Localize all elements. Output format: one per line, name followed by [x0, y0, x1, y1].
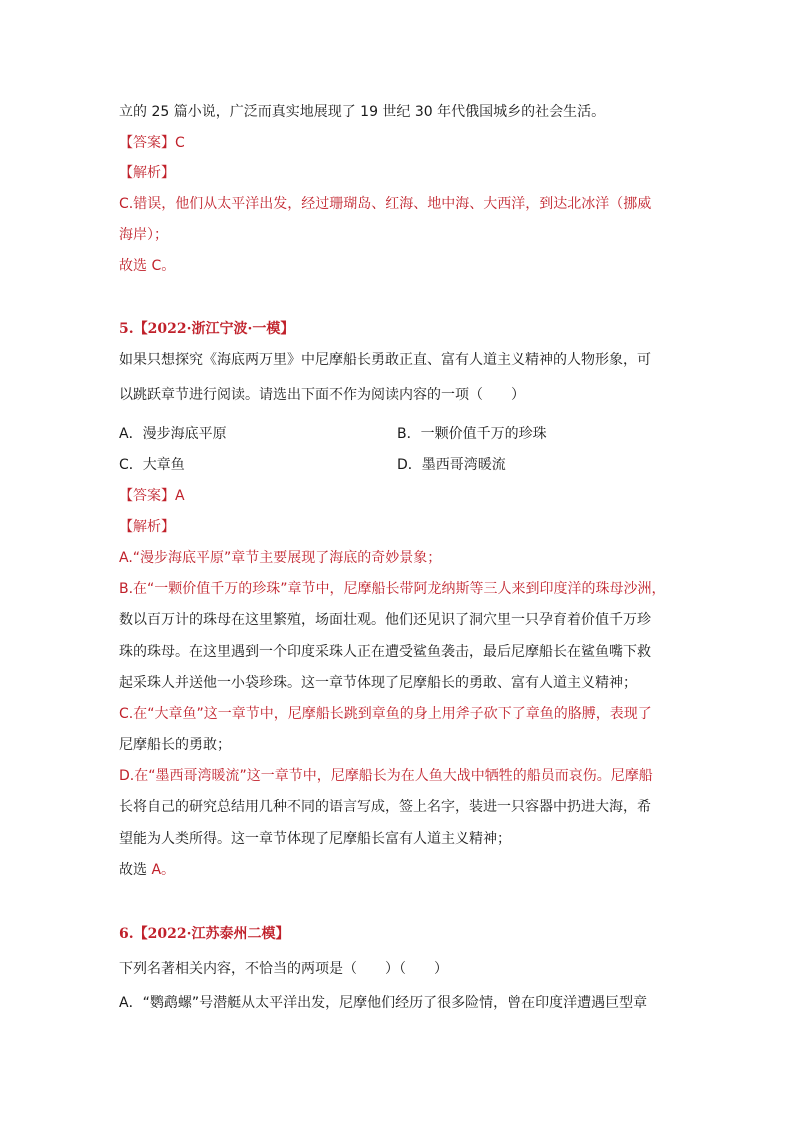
passage-text: 立的 25 篇小说，广泛而真实地展现了 19 世纪 30 年代俄国城乡的社会生活。: [119, 104, 606, 120]
analysis-text: C.在“大章鱼”这一章节中，尼摩船长跳到章鱼的身上用斧子砍下了章鱼的胳膊，表现了: [119, 706, 652, 722]
option-a: A．漫步海底平原: [119, 426, 227, 442]
conclusion-prefix: 故选: [119, 862, 152, 878]
conclusion-value: A。: [151, 862, 176, 878]
analysis-text: 尼摩船长的勇敢；: [119, 737, 231, 753]
analysis-text: A.“漫步海底平原”章节主要展现了海底的奇妙景象；: [119, 550, 442, 566]
analysis-text: 海岸）；: [119, 227, 168, 243]
answer-line: [119, 486, 185, 506]
answer-value: A: [175, 488, 185, 504]
analysis-text: D.在“墨西哥湾暖流”这一章节中，尼摩船长为在人鱼大战中牺牲的船员而哀伤。尼摩船: [119, 768, 653, 784]
conclusion-text: 故选 C。: [119, 258, 176, 274]
option-c: C．大章鱼: [119, 457, 185, 473]
answer-value: C: [175, 135, 185, 151]
analysis-text: 起采珠人并送他一小袋珍珠。这一章节体现了尼摩船长的勇敢、富有人道主义精神；: [119, 675, 637, 691]
question-heading: 5.【2022·浙江宁波·一模】: [119, 321, 295, 337]
option-d: D．墨西哥湾暖流: [397, 457, 506, 473]
question-heading: 6.【2022·江苏泰州二模】: [119, 926, 290, 942]
analysis-text: 长将自己的研究总结用几种不同的语言写成，签上名字，装进一只容器中扔进大海，希: [119, 799, 651, 815]
analysis-text: 数以百万计的珠母在这里繁殖，场面壮观。他们还见识了洞穴里一只孕育着价值千万珍: [119, 612, 651, 628]
analysis-text: C.错误，他们从太平洋出发，经过珊瑚岛、红海、地中海、大西洋，到达北冰洋（挪威: [119, 196, 652, 212]
option-b: B．一颗价值千万的珍珠: [397, 426, 547, 442]
analysis-text: 珠的珠母。在这里遇到一个印度采珠人正在遭受鲨鱼袭击，最后尼摩船长在鲨鱼嘴下救: [119, 644, 651, 660]
analysis-label: 【解析】: [119, 519, 175, 535]
answer-line: [119, 133, 185, 153]
question-stem: 如果只想探究《海底两万里》中尼摩船长勇敢正直、富有人道主义精神的人物形象，可: [119, 352, 651, 368]
answer-label: 【答案】: [119, 135, 175, 151]
question-stem: 以跳跃章节进行阅读。请选出下面不作为阅读内容的一项（ ）: [119, 387, 525, 403]
analysis-text: 望能为人类所得。这一章节体现了尼摩船长富有人道主义精神；: [119, 831, 511, 847]
option-a: A．“鹦鹉螺”号潜艇从太平洋出发，尼摩他们经历了很多险情，曾在印度洋遭遇巨型章: [119, 995, 648, 1011]
question-stem: 下列名著相关内容，不恰当的两项是（ ）（ ）: [119, 961, 448, 977]
analysis-text: B.在“一颗价值千万的珍珠”章节中，尼摩船长带阿龙纳斯等三人来到印度洋的珠母沙洲，: [119, 581, 666, 597]
answer-label: 【答案】: [119, 488, 175, 504]
conclusion-text: [119, 860, 175, 880]
analysis-label: 【解析】: [119, 165, 175, 181]
